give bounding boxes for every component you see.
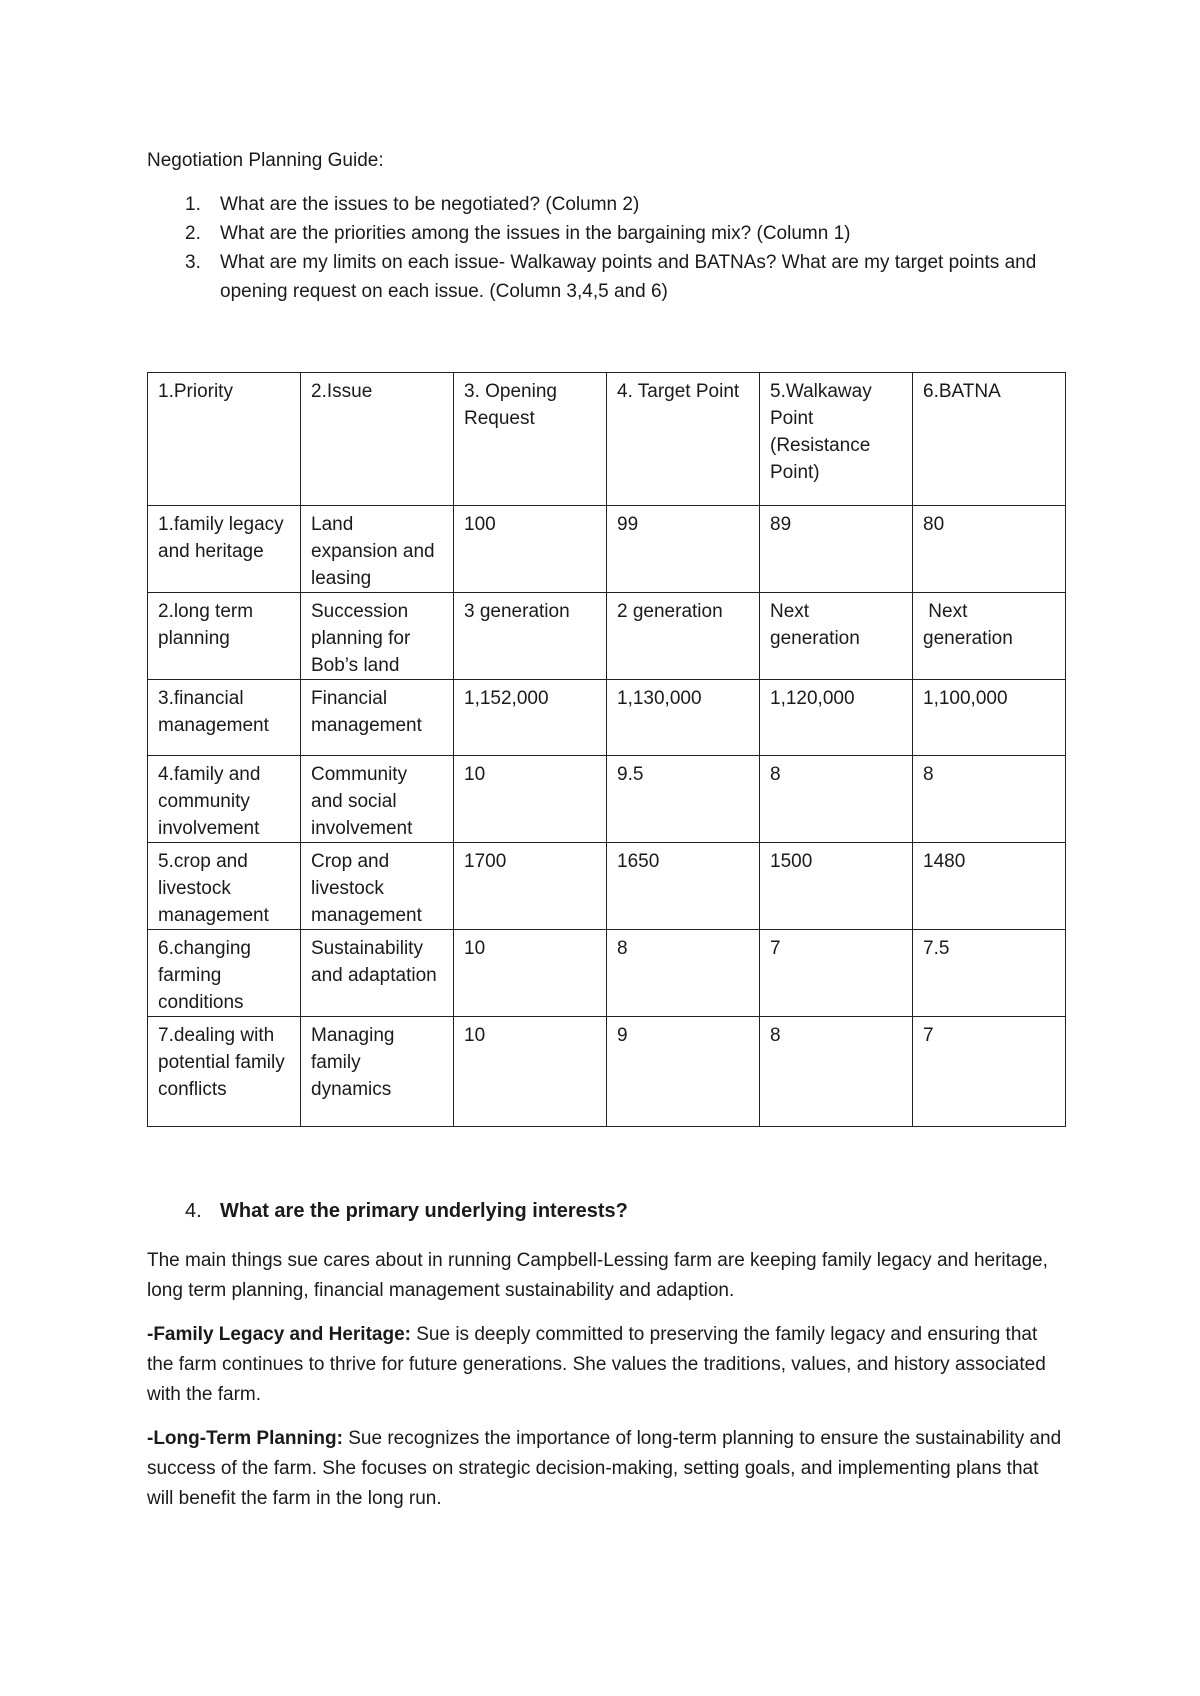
list-number: 2. — [185, 223, 201, 244]
header-walkaway-point: 5.Walkaway Point (Resistance Point) — [760, 373, 913, 506]
cell-walkaway: 8 — [760, 756, 913, 843]
guide-item — [147, 219, 1067, 248]
cell-priority: 1.family legacy and heritage — [148, 506, 301, 593]
cell-priority: 4.family and community involvement — [148, 756, 301, 843]
header-issue: 2.Issue — [301, 373, 454, 506]
guide-item — [147, 248, 1067, 306]
cell-target: 1,130,000 — [607, 680, 760, 756]
guide-item — [147, 190, 1067, 219]
cell-issue: Managing family dynamics — [301, 1017, 454, 1127]
guide-item-text: What are the issues to be negotiated? (Column 2) — [220, 194, 640, 215]
cell-target: 9.5 — [607, 756, 760, 843]
cell-opening: 1,152,000 — [454, 680, 607, 756]
interest-paragraph — [147, 1424, 1067, 1514]
cell-walkaway: 1,120,000 — [760, 680, 913, 756]
cell-batna: 7 — [913, 1017, 1066, 1127]
cell-batna: 1,100,000 — [913, 680, 1066, 756]
cell-walkaway: 89 — [760, 506, 913, 593]
table-row — [148, 843, 1066, 930]
header-batna: 6.BATNA — [913, 373, 1066, 506]
cell-target: 9 — [607, 1017, 760, 1127]
cell-opening: 10 — [454, 930, 607, 1017]
cell-batna: 80 — [913, 506, 1066, 593]
interest-paragraph — [147, 1320, 1067, 1410]
list-number: 1. — [185, 194, 201, 215]
cell-priority: 5.crop and livestock management — [148, 843, 301, 930]
interest-label: -Family Legacy and Heritage: — [147, 1324, 411, 1345]
cell-opening: 100 — [454, 506, 607, 593]
intro-paragraph: The main things sue cares about in running Campbell-Lessing farm are keeping family legacy and heritage, long term planning, financial management sustainability and adaption. — [147, 1250, 1048, 1301]
interest-label: -Long-Term Planning: — [147, 1428, 343, 1449]
cell-issue: Crop and livestock management — [301, 843, 454, 930]
interest-text: Sue is deeply committed to preserving the family legacy and ensuring that the farm continues to thrive for future generations. She values the traditions, values, and history associated with the farm. — [147, 1324, 1046, 1405]
guide-item-text: What are the priorities among the issues in the bargaining mix? (Column 1) — [220, 223, 851, 244]
cell-batna: 8 — [913, 756, 1066, 843]
table-row — [148, 680, 1066, 756]
guide-list — [147, 190, 1067, 306]
cell-opening: 3 generation — [454, 593, 607, 680]
table-row — [148, 506, 1066, 593]
cell-target: 99 — [607, 506, 760, 593]
cell-target: 8 — [607, 930, 760, 1017]
table-row — [148, 593, 1066, 680]
list-number: 4. — [185, 1200, 202, 1222]
table-row — [148, 930, 1066, 1017]
cell-priority: 6.changing farming conditions — [148, 930, 301, 1017]
table-header-row — [148, 373, 1066, 506]
cell-issue: Sustainability and adaptation — [301, 930, 454, 1017]
cell-walkaway: 1500 — [760, 843, 913, 930]
cell-walkaway: 8 — [760, 1017, 913, 1127]
table-row — [148, 756, 1066, 843]
header-priority: 1.Priority — [148, 373, 301, 506]
cell-opening: 1700 — [454, 843, 607, 930]
cell-priority: 3.financial management — [148, 680, 301, 756]
cell-opening: 10 — [454, 756, 607, 843]
cell-issue: Financial management — [301, 680, 454, 756]
cell-issue: Land expansion and leasing — [301, 506, 454, 593]
cell-priority: 2.long term planning — [148, 593, 301, 680]
cell-target: 2 generation — [607, 593, 760, 680]
cell-priority: 7.dealing with potential family conflicts — [148, 1017, 301, 1127]
guide-item-text: What are my limits on each issue- Walkaway points and BATNAs? What are my target points and opening request on each issue. (Column 3,4,5 and 6) — [220, 252, 1037, 302]
negotiation-table — [147, 372, 1066, 1127]
guide-title: Negotiation Planning Guide: — [147, 150, 384, 171]
header-target-point: 4. Target Point — [607, 373, 760, 506]
cell-walkaway: 7 — [760, 930, 913, 1017]
cell-issue: Succession planning for Bob’s land — [301, 593, 454, 680]
cell-batna: Next generation — [913, 593, 1066, 680]
interest-text: Sue recognizes the importance of long-term planning to ensure the sustainability and success of the farm. She focuses on strategic decision-making, setting goals, and implementing plans that will benefit the farm in the long run. — [147, 1428, 1062, 1509]
cell-batna: 7.5 — [913, 930, 1066, 1017]
cell-walkaway: Next generation — [760, 593, 913, 680]
cell-opening: 10 — [454, 1017, 607, 1127]
section-heading — [185, 1200, 628, 1223]
cell-batna: 1480 — [913, 843, 1066, 930]
list-number: 3. — [185, 252, 201, 273]
cell-target: 1650 — [607, 843, 760, 930]
table-row — [148, 1017, 1066, 1127]
header-opening-request: 3. Opening Request — [454, 373, 607, 506]
section-heading-text: What are the primary underlying interests? — [220, 1200, 628, 1222]
cell-issue: Community and social involvement — [301, 756, 454, 843]
